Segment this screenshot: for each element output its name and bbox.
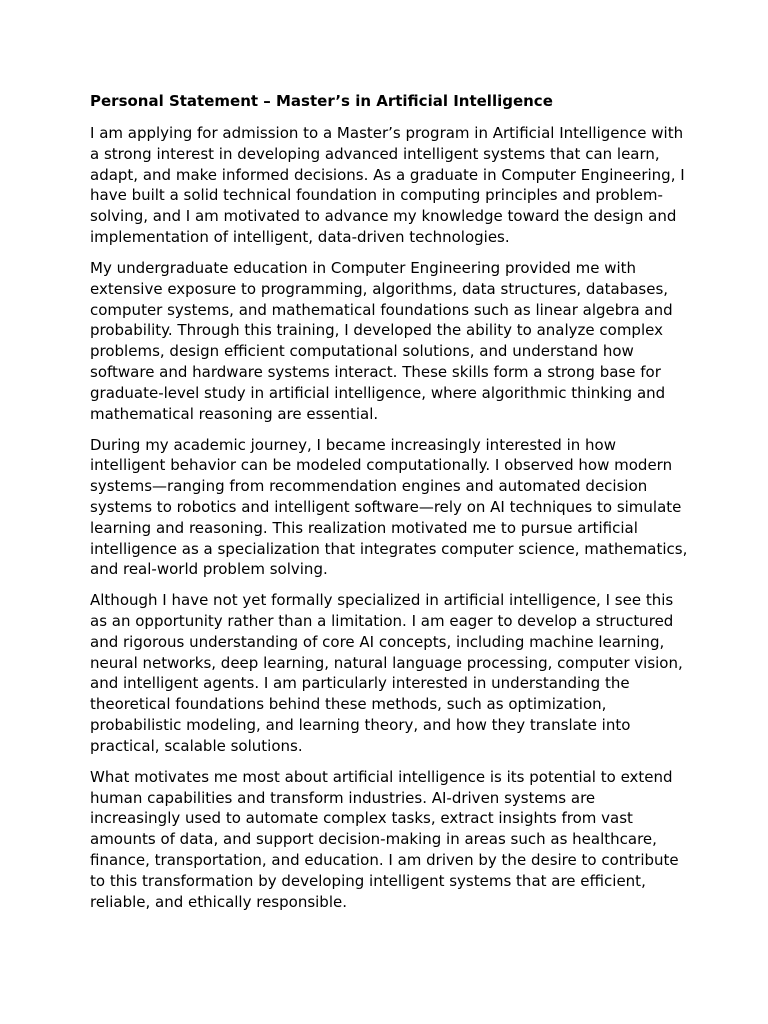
document-title: Personal Statement – Master’s in Artificial Intelligence (90, 92, 553, 110)
document-page (90, 91, 690, 923)
paragraph-undergraduate-education: My undergraduate education in Computer Engineering provided me with extensive exposure to programming, algorithms, data structures, databases, computer systems, and mathematical foundations such as linear algebra and probability. Through this training, I developed the ability to analyze complex problems, design efficient computational solutions, and understand how software and hardware systems interact. These skills form a strong base for graduate-level study in artificial intelligence, where algorithmic thinking and mathematical reasoning are essential. (90, 258, 673, 423)
paragraph-motivation: What motivates me most about artificial intelligence is its potential to extend human capabilities and transform industries. AI-driven systems are increasingly used to automate complex tasks, extract insights from vast amounts of data, and support decision-making in areas such as healthcare, finance, transportation, and education. I am driven by the desire to contribute to this transformation by developing intelligent systems that are efficient, reliable, and ethically responsible. (90, 767, 679, 911)
paragraph-opportunity: Although I have not yet formally specialized in artificial intelligence, I see this as an opportunity rather than a limitation. I am eager to develop a structured and rigorous understanding of core AI concepts, including machine learning, neural networks, deep learning, natural language processing, computer vision, and intelligent agents. I am particularly interested in understanding the theoretical foundations behind these methods, such as optimization, probabilistic modeling, and learning theory, and how they translate into practical, scalable solutions. (90, 591, 683, 755)
paragraph-academic-journey: During my academic journey, I became increasingly interested in how intelligent behavior can be modeled computationally. I observed how modern systems—ranging from recommendation engines and automated decision systems to robotics and intelligent software—rely on AI techniques to simulate learning and reasoning. This realization motivated me to pursue artificial intelligence as a specialization that integrates computer science, mathematics, and real-world problem solving. (90, 435, 688, 579)
paragraph-introduction: I am applying for admission to a Master’s program in Artificial Intelligence with a strong interest in developing advanced intelligent systems that can learn, adapt, and make informed decisions. As a graduate in Computer Engineering, I have built a solid technical foundation in computing principles and problem-solving, and I am motivated to advance my knowledge toward the design and implementation of intelligent, data-driven technologies. (90, 124, 685, 246)
